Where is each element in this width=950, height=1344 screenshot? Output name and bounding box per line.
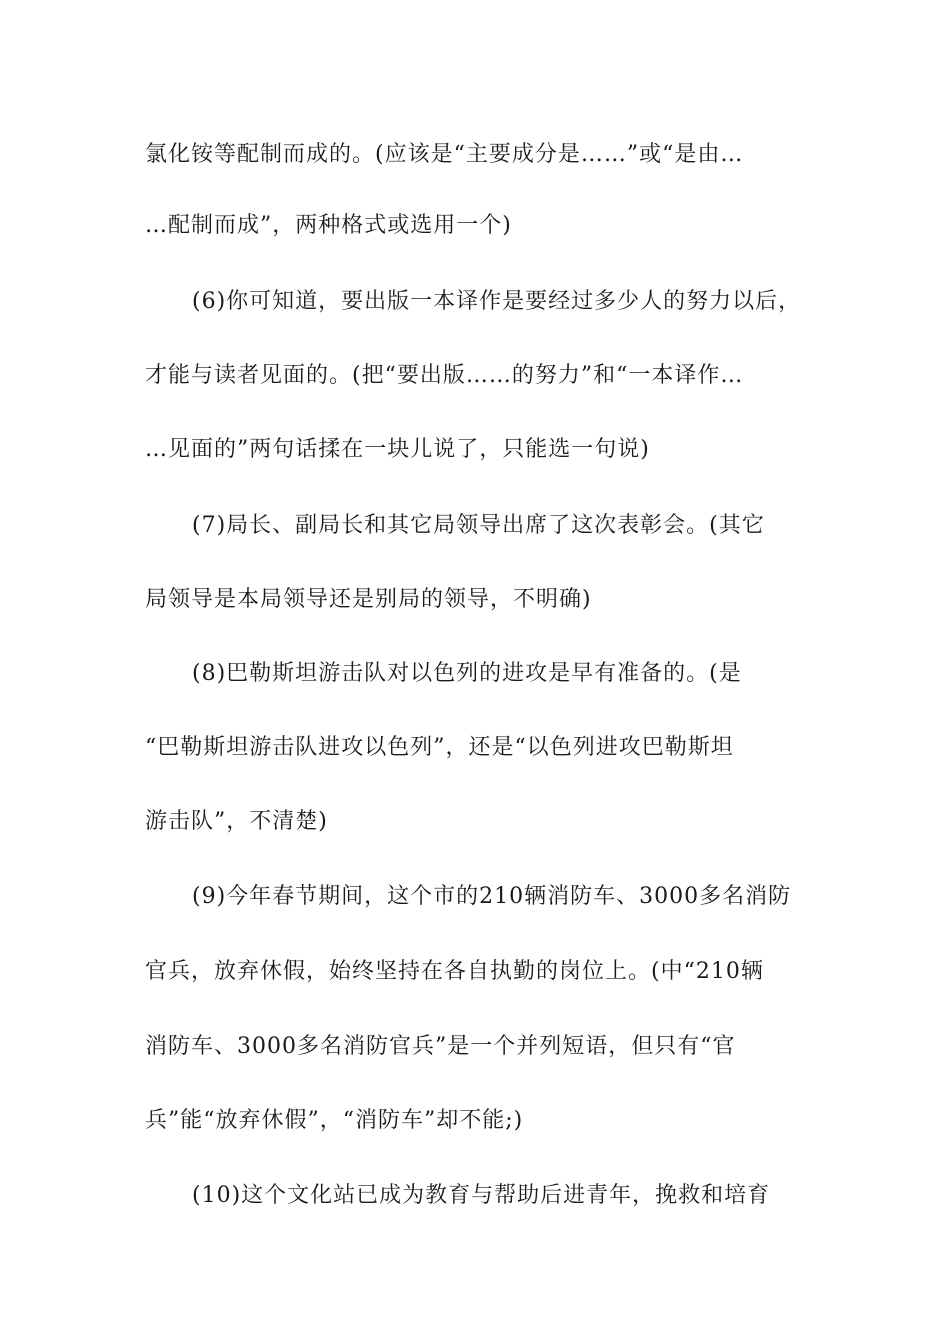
text-line: 才能与读者见面的。(把“要出版……的努力”和“一本译作… (145, 363, 744, 388)
paragraph-9-start: (9)今年春节期间，这个市的210辆消防车、3000多名消防 (192, 884, 792, 909)
text-line: 官兵，放弃休假，始终坚持在各自执勤的岗位上。(中“210辆 (145, 959, 764, 984)
text-line: …配制而成”，两种格式或选用一个) (145, 213, 512, 238)
text-line: 局领导是本局领导还是别局的领导，不明确) (145, 587, 592, 612)
paragraph-7-start: (7)局长、副局长和其它局领导出席了这次表彰会。(其它 (192, 513, 765, 538)
paragraph-6-start: (6)你可知道，要出版一本译作是要经过多少人的努力以后， (192, 289, 802, 314)
text-line: 游击队”，不清楚) (145, 809, 328, 834)
text-line: “巴勒斯坦游击队进攻以色列”，还是“以色列进攻巴勒斯坦 (145, 735, 734, 760)
text-line: …见面的”两句话揉在一块儿说了，只能选一句说) (145, 437, 650, 462)
text-line: 氯化铵等配制而成的。(应该是“主要成分是……”或“是由… (145, 142, 744, 167)
text-line: 兵”能“放弃休假”，“消防车”却不能;) (145, 1108, 524, 1133)
text-line: 消防车、3000多名消防官兵”是一个并列短语，但只有“官 (145, 1034, 736, 1059)
paragraph-8-start: (8)巴勒斯坦游击队对以色列的进攻是早有准备的。(是 (192, 661, 742, 686)
paragraph-10-start: (10)这个文化站已成为教育与帮助后进青年，挽救和培育 (192, 1183, 771, 1208)
